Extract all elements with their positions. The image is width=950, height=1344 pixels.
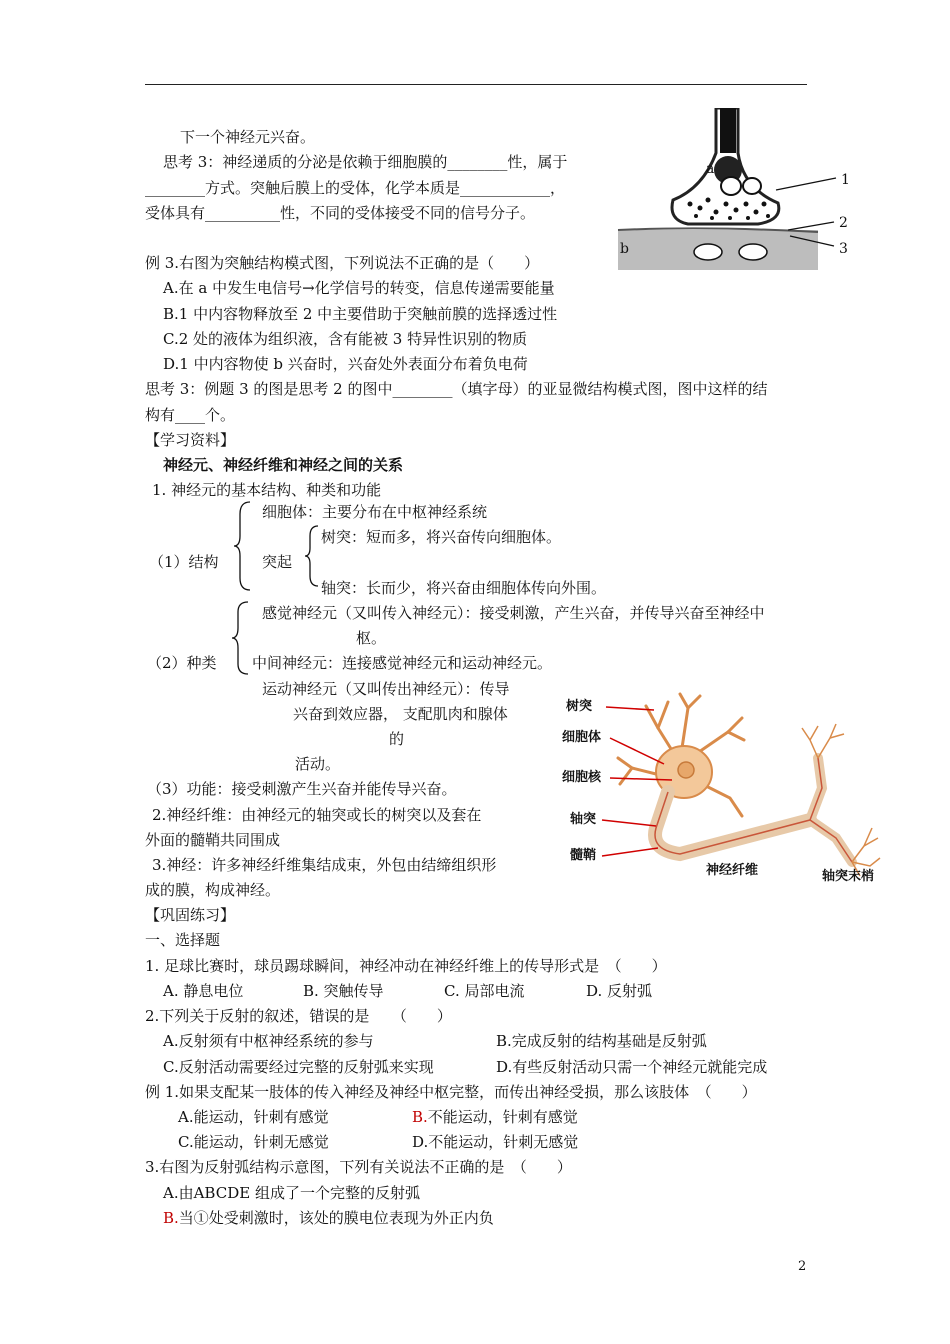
- label-myelin: 髓鞘: [570, 848, 597, 863]
- text-line: 构有____个。: [145, 406, 236, 424]
- option: A.由ABCDE 组成了一个完整的反射弧: [163, 1184, 420, 1202]
- text-line: 活动。: [295, 755, 341, 773]
- synapse-label-a: a: [706, 161, 715, 177]
- section-heading: 【学习资料】: [145, 431, 236, 449]
- option: C.反射活动需要经过完整的反射弧来实现: [163, 1058, 434, 1076]
- nucleus: [678, 762, 694, 778]
- text-line: 突起: [262, 553, 293, 571]
- question-stem: 例 3.右图为突触结构模式图，下列说法不正确的是（ ）: [145, 254, 540, 272]
- section-heading: 【巩固练习】: [145, 906, 236, 924]
- material-title: 神经元、神经纤维和神经之间的关系: [163, 456, 404, 474]
- page-number: 2: [798, 1259, 807, 1274]
- synapse-diagram: [608, 108, 858, 276]
- question-stem: 1. 足球比赛时，球员踢球瞬间，神经冲动在神经纤维上的传导形式是 （ ）: [145, 957, 667, 975]
- option-b: [163, 1209, 494, 1227]
- label-cell-body: 细胞体: [562, 730, 602, 745]
- text-line: （3）功能：接受刺激产生兴奋并能传导兴奋。: [147, 780, 457, 798]
- text-line: 枢。: [356, 629, 387, 647]
- text-line: 的: [389, 730, 405, 748]
- text-line: 轴突：长而少，将兴奋由细胞体传向外围。: [321, 579, 607, 597]
- synapse-label-3: 3: [839, 241, 848, 257]
- text-line: 一、选择题: [145, 931, 221, 949]
- text-line: 思考 3：例题 3 的图是思考 2 的图中________（填字母）的亚显微结构模式图，图中这样的结: [145, 380, 768, 398]
- option: A.能运动，针刺有感觉: [178, 1108, 329, 1126]
- question-stem: 2.下列关于反射的叙述，错误的是 （ ）: [145, 1007, 452, 1025]
- text-line: （2）种类: [147, 654, 217, 672]
- synapse-label-2: 2: [839, 215, 848, 231]
- text-line: 运动神经元（又叫传出神经元）：传导: [262, 680, 510, 698]
- label-axon-terminal: 轴突末梢: [822, 869, 875, 884]
- text-line: 成的膜，构成神经。: [145, 881, 281, 899]
- option: A.在 a 中发生电信号→化学信号的转变，信息传递需要能量: [163, 279, 555, 297]
- label-axon: 轴突: [570, 812, 597, 827]
- option-text: 当①处受刺激时，该处的膜电位表现为外正内负: [178, 1209, 494, 1227]
- label-soma-branch: 细胞核: [562, 770, 602, 785]
- option: A. 静息电位: [163, 982, 244, 1000]
- question-stem: 3.右图为反射弧结构示意图，下列有关说法不正确的是 （ ）: [145, 1158, 572, 1176]
- text-line: 中间神经元：连接感觉神经元和运动神经元。: [252, 654, 553, 672]
- option: B. 突触传导: [303, 982, 384, 1000]
- text-line: 外面的髓鞘共同围成: [145, 831, 281, 849]
- process-brace: [305, 524, 321, 588]
- option: C.能运动，针刺无感觉: [178, 1133, 329, 1151]
- option: B.完成反射的结构基础是反射弧: [496, 1032, 707, 1050]
- option: A.反射须有中枢神经系统的参与: [163, 1032, 374, 1050]
- question-stem: 例 1.如果支配某一肢体的传入神经及神经中枢完整，而传出神经受损，那么该肢体 （ ）: [145, 1083, 757, 1101]
- option: D. 反射弧: [586, 982, 653, 1000]
- option: D.1 中内容物使 b 兴奋时，兴奋处外表面分布着负电荷: [163, 355, 528, 373]
- type-brace: [232, 600, 252, 676]
- neuron-figure: [560, 688, 890, 888]
- text-line: ________方式。突触后膜上的受体，化学本质是____________，: [145, 179, 566, 197]
- synapse-label-b: b: [620, 241, 629, 257]
- option: B.1 中内容物释放至 2 中主要借助于突触前膜的选择透过性: [163, 305, 558, 323]
- text-line: 受体具有__________性，不同的受体接受不同的信号分子。: [145, 204, 536, 222]
- option: C.2 处的液体为组织液，含有能被 3 特异性识别的物质: [163, 330, 528, 348]
- text-line: （1）结构: [149, 553, 219, 571]
- text-line: 兴奋到效应器， 支配肌肉和腺体: [293, 705, 508, 723]
- text-line: 树突：短而多，将兴奋传向细胞体。: [321, 528, 562, 546]
- option: D.不能运动，针刺无感觉: [412, 1133, 579, 1151]
- text-line: 2.神经纤维：由神经元的轴突或长的树突以及套在: [152, 806, 482, 824]
- label-dendrite: 树突: [566, 699, 593, 714]
- structure-brace: [234, 500, 254, 592]
- option: D.有些反射活动只需一个神经元就能完成: [496, 1058, 768, 1076]
- synapse-label-1: 1: [841, 172, 850, 188]
- answer-letter: B.: [412, 1108, 428, 1126]
- text-line: 细胞体：主要分布在中枢神经系统: [262, 503, 488, 521]
- option-b: [412, 1108, 578, 1126]
- label-nerve-fiber: 神经纤维: [706, 863, 759, 878]
- answer-letter: B.: [163, 1209, 179, 1227]
- text-line: 感觉神经元（又叫传入神经元）：接受刺激，产生兴奋，并传导兴奋至神经中: [262, 604, 765, 622]
- header-rule: [145, 84, 807, 85]
- text-line: 3.神经：许多神经纤维集结成束，外包由结缔组织形: [152, 856, 497, 874]
- text-line: 下一个神经元兴奋。: [180, 128, 316, 146]
- option-text: 不能运动，针刺有感觉: [427, 1108, 578, 1126]
- text-line: 思考 3：神经递质的分泌是依赖于细胞膜的________性，属于: [163, 153, 568, 171]
- axon-stalk: [720, 108, 736, 153]
- synapse-figure: [608, 108, 858, 276]
- text-line: 1. 神经元的基本结构、种类和功能: [152, 481, 382, 499]
- neuron-diagram: [560, 688, 890, 888]
- option: C. 局部电流: [444, 982, 525, 1000]
